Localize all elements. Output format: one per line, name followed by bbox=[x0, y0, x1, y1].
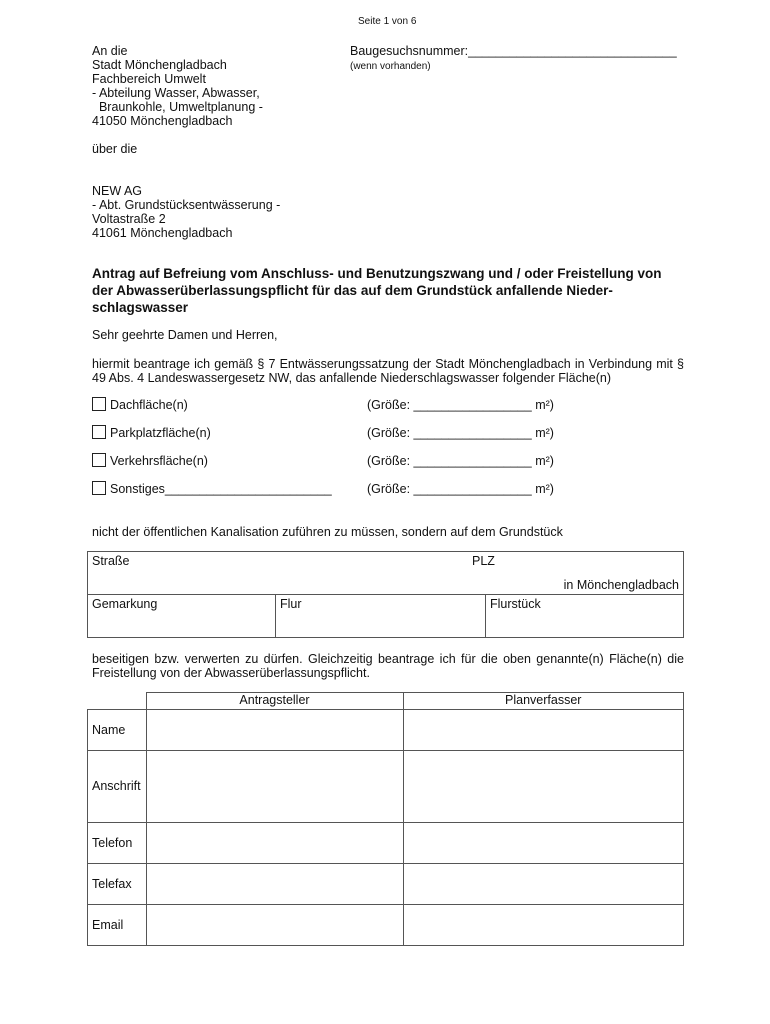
recipient-line: Stadt Mönchengladbach bbox=[92, 58, 227, 72]
area-size-dach[interactable]: (Größe: _________________ m²) bbox=[367, 398, 554, 412]
street-label: Straße bbox=[92, 554, 130, 568]
gemarkung-label: Gemarkung bbox=[92, 597, 158, 611]
applicant-phone-field[interactable] bbox=[146, 822, 403, 863]
flur-cell[interactable] bbox=[276, 595, 486, 638]
applicant-email-field[interactable] bbox=[146, 904, 403, 945]
planner-email-field[interactable] bbox=[403, 904, 684, 945]
gemarkung-cell[interactable] bbox=[88, 595, 276, 638]
relay-line: 41061 Mönchengladbach bbox=[92, 226, 233, 240]
planner-phone-field[interactable] bbox=[403, 822, 684, 863]
relay-line: - Abt. Grundstücksentwässerung - bbox=[92, 198, 281, 212]
closing-paragraph: beseitigen bzw. verwerten zu dürfen. Gleichzeitig beantrage ich für die oben genannte(n) Fläche(n) die Freistellung von der Abwasserüberlassungspflicht. bbox=[92, 652, 684, 680]
recipient-line: Braunkohle, Umweltplanung - bbox=[92, 100, 263, 114]
relay-address bbox=[92, 184, 280, 240]
applicant-fax-field[interactable] bbox=[146, 863, 403, 904]
recipient-line: - Abteilung Wasser, Abwasser, bbox=[92, 86, 260, 100]
plz-label: PLZ bbox=[472, 554, 495, 568]
applicant-address-field[interactable] bbox=[146, 750, 403, 822]
flur-label: Flur bbox=[280, 597, 302, 611]
area-size-verkehr[interactable]: (Größe: _________________ m²) bbox=[367, 454, 554, 468]
area-size-sonstiges[interactable]: (Größe: _________________ m²) bbox=[367, 482, 554, 496]
row-label-email: Email bbox=[88, 904, 147, 945]
row-label-phone: Telefon bbox=[88, 822, 147, 863]
area-size-parkplatz[interactable]: (Größe: _________________ m²) bbox=[367, 426, 554, 440]
page-number: Seite 1 von 6 bbox=[358, 16, 417, 27]
recipient-line: Fachbereich Umwelt bbox=[92, 72, 206, 86]
document-title: Antrag auf Befreiung vom Anschluss- und Benutzungszwang und / oder Freistellung von der Abwasserüberlassungspflicht für das auf dem Grundstück anfallende Nieder-schlagswasser bbox=[92, 266, 662, 315]
area-label-verkehr: Verkehrsfläche(n) bbox=[110, 454, 208, 468]
planner-address-field[interactable] bbox=[403, 750, 684, 822]
checkbox-parkplatzflaeche[interactable] bbox=[92, 425, 106, 439]
salutation: Sehr geehrte Damen und Herren, bbox=[92, 328, 278, 342]
planner-header: Planverfasser bbox=[403, 693, 684, 710]
checkbox-verkehrsflaeche[interactable] bbox=[92, 453, 106, 467]
location-table bbox=[87, 551, 684, 638]
checkbox-dachflaeche[interactable] bbox=[92, 397, 106, 411]
row-label-name: Name bbox=[88, 709, 147, 750]
planner-fax-field[interactable] bbox=[403, 863, 684, 904]
recipient-line: 41050 Mönchengladbach bbox=[92, 114, 233, 128]
city-label: in Mönchengladbach bbox=[563, 578, 679, 592]
area-label-sonstiges[interactable]: Sonstiges________________________ bbox=[110, 482, 332, 496]
applicant-header: Antragsteller bbox=[146, 693, 403, 710]
applicant-table bbox=[87, 692, 684, 946]
relay-line: Voltastraße 2 bbox=[92, 212, 166, 226]
row-label-fax: Telefax bbox=[88, 863, 147, 904]
street-cell[interactable] bbox=[88, 552, 684, 595]
intro-paragraph: hiermit beantrage ich gemäß § 7 Entwässerungssatzung der Stadt Mönchengladbach in Verbindung mit § 49 Abs. 4 Landeswassergesetz NW, das anfallende Niederschlagswasser folgender Fläche(n) bbox=[92, 357, 684, 385]
flurstueck-cell[interactable] bbox=[486, 595, 684, 638]
checkbox-sonstiges[interactable] bbox=[92, 481, 106, 495]
area-label-dach: Dachfläche(n) bbox=[110, 398, 188, 412]
row-label-address: Anschrift bbox=[88, 750, 147, 822]
flurstueck-label: Flurstück bbox=[490, 597, 541, 611]
not-public-text: nicht der öffentlichen Kanalisation zuführen zu müssen, sondern auf dem Grundstück bbox=[92, 525, 563, 539]
area-label-parkplatz: Parkplatzfläche(n) bbox=[110, 426, 211, 440]
relay-line: NEW AG bbox=[92, 184, 143, 198]
planner-name-field[interactable] bbox=[403, 709, 684, 750]
recipient-address bbox=[92, 44, 263, 128]
recipient-line: An die bbox=[92, 44, 128, 58]
applicant-name-field[interactable] bbox=[146, 709, 403, 750]
via-label: über die bbox=[92, 142, 138, 156]
baugesuch-note: (wenn vorhanden) bbox=[350, 61, 431, 72]
baugesuch-field[interactable]: Baugesuchsnummer:______________________________ bbox=[350, 44, 677, 58]
